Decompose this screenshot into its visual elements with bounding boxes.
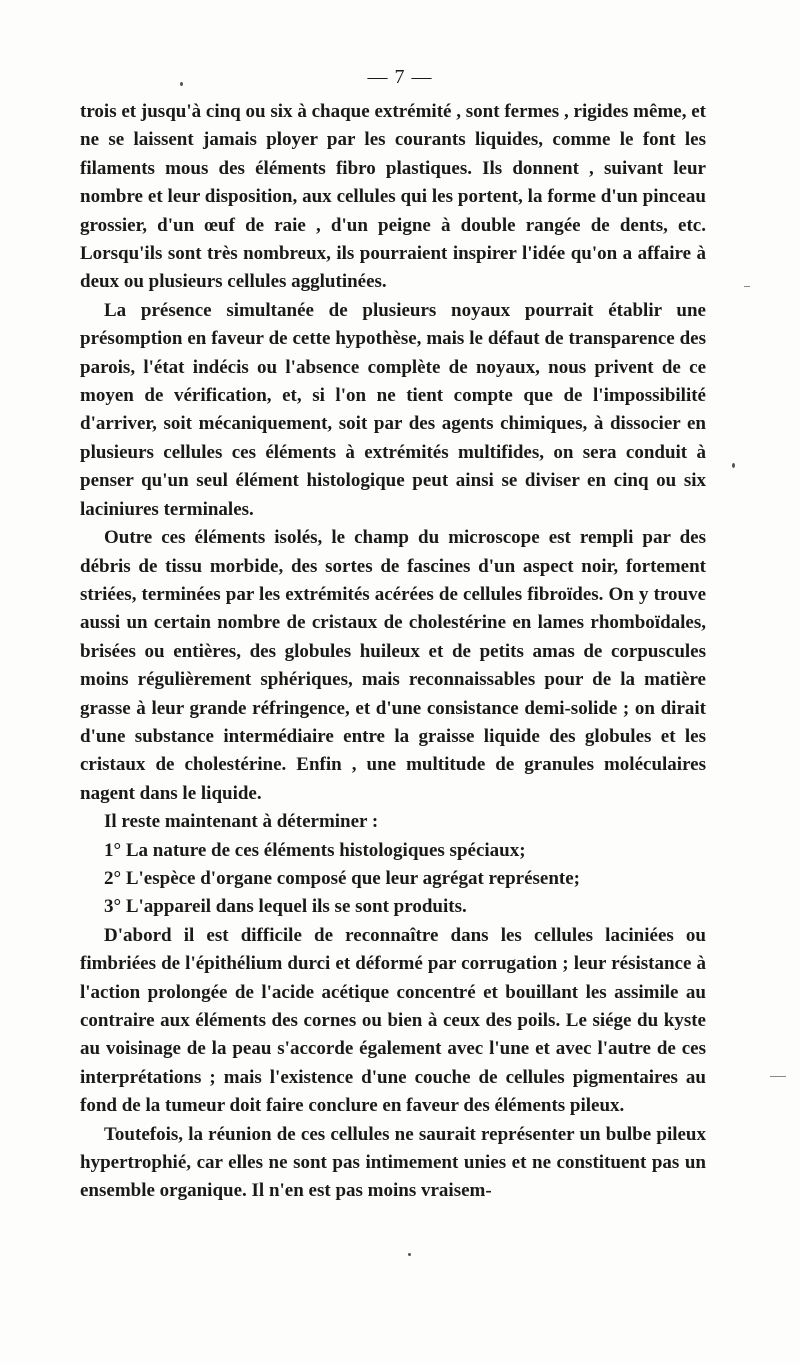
paragraph: Outre ces éléments isolés, le champ du microscope est rempli par des débris de tissu morbide, des sortes de fascines d'un aspect noir, fortement striées, terminées par les extrémités acérées de cellules fibroïdes. On y trouve aussi un certain nombre de cristaux de cholestérine en lames rhomboïdales, brisées ou entières, des globules huileux et de petits amas de corpuscules moins régulièrement sphériques, mais reconnaissables pour de la matière grasse à leur grande réfringence, et d'une consistance demi-solide ; on dirait d'une substance intermédiaire entre la graisse liquide des globules et les cristaux de cholestérine. Enfin , une multitude de granules moléculaires nagent dans le liquide. [80,527,706,804]
margin-mark [770,1076,786,1077]
body-text [80,98,706,1206]
list-item: 2° L'espèce d'organe composé que leur agrégat représente; [104,867,580,889]
scan-speck [408,1253,411,1256]
paragraph-continuation: trois et jusqu'à cinq ou six à chaque extrémité , sont fermes , rigides même, et ne se laissent jamais ployer par les courants liquides, comme le font les filaments mous des éléments fibro plastiques. Ils donnent , suivant leur nombre et leur disposition, aux cellules qui les portent, la forme d'un pinceau grossier, d'un œuf de raie , d'un peigne à double rangée de dents, etc. Lorsqu'ils sont très nombreux, ils pourraient inspirer l'idée qu'on a affaire à deux ou plusieurs cellules agglutinées. [80,101,706,293]
scan-speck [732,463,735,468]
paragraph: Il reste maintenant à déterminer : [104,811,379,833]
paragraph: D'abord il est difficile de reconnaître dans les cellules laciniées ou fimbriées de l'épithélium durci et déformé par corrugation ; leur résistance à l'action prolongée de l'acide acétique concentré et bouillant les assimile au contraire aux éléments des cornes ou bien à ceux des poils. Le siége du kyste au voisinage de la peau s'accorde également avec l'une et avec l'autre de ces interprétations ; mais l'existence d'une couche de cellules pigmentaires au fond de la tumeur doit faire conclure en faveur des éléments pileux. [80,924,706,1117]
paragraph: La présence simultanée de plusieurs noyaux pourrait établir une présomption en faveur de cette hypothèse, mais le défaut de transparence des parois, l'état indécis ou l'absence complète de noyaux, nous privent de ce moyen de vérification, et, si l'on ne tient compte que de l'impossibilité d'arriver, soit mécaniquement, soit par des agents chimiques, à dissocier en plusieurs cellules ces éléments à extrémités multifides, on sera conduit à penser qu'un seul élément histologique peut ainsi se diviser en cinq ou six laciniures terminales. [80,299,706,520]
scan-speck [180,82,183,86]
page-number: — 7 — [367,66,433,88]
paragraph: Toutefois, la réunion de ces cellules ne saurait représenter un bulbe pileux hypertrophié, car elles ne sont pas intimement unies et ne constituent pas un ensemble organique. Il n'en est pas moins vraisem- [80,1123,706,1202]
list-item: 1° La nature de ces éléments histologiques spéciaux; [104,839,526,861]
list-item: 3° L'appareil dans lequel ils se sont produits. [104,896,467,918]
margin-mark [744,286,750,287]
